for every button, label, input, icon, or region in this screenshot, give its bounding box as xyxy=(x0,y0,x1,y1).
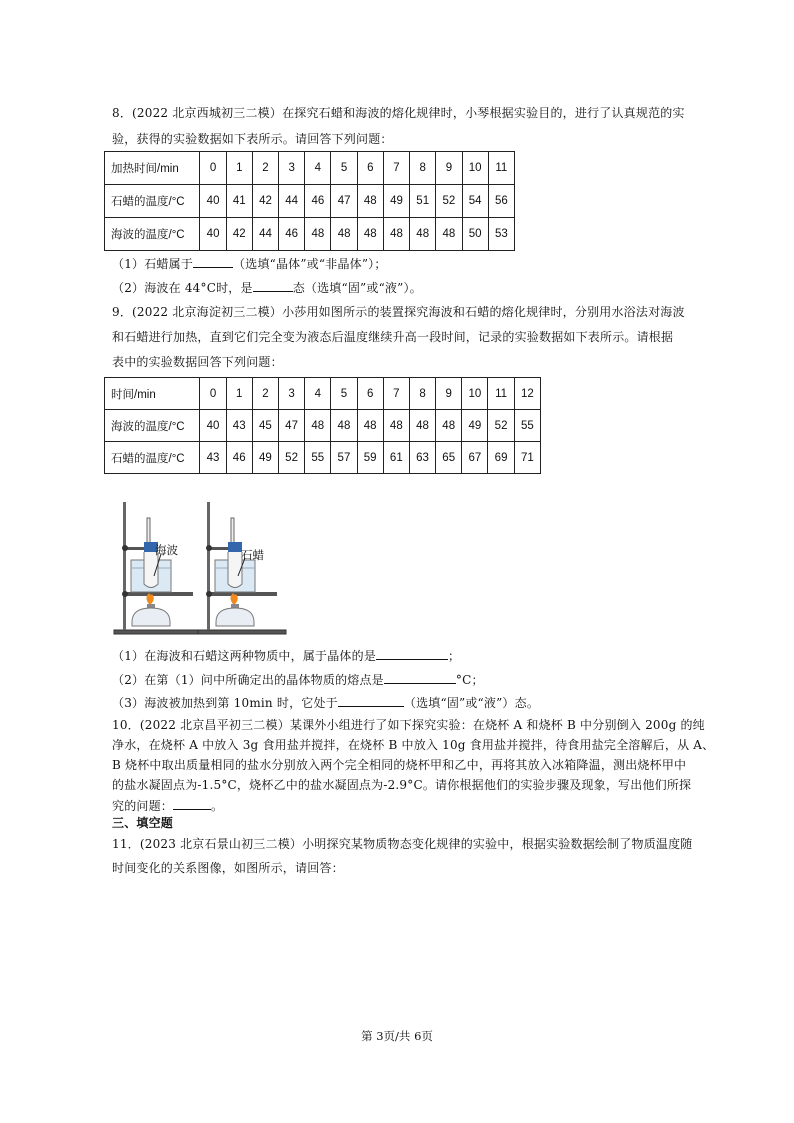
table-cell: 43 xyxy=(200,442,226,474)
q9-sub3-post: （选填“固”或“液”）态。 xyxy=(403,696,540,710)
q8-line2: 验，获得的实验数据如下表所示。请回答下列问题： xyxy=(112,132,393,146)
q8-sub2-blank xyxy=(253,277,293,292)
table-cell: 48 xyxy=(331,218,357,251)
apparatus-figure xyxy=(110,496,290,640)
table-cell: 69 xyxy=(488,442,514,474)
table-cell: 6 xyxy=(357,378,383,410)
table-cell: 9 xyxy=(436,152,462,185)
table-cell: 40 xyxy=(200,185,226,218)
table-cell: 44 xyxy=(279,185,305,218)
table-cell: 49 xyxy=(462,410,488,442)
table-cell: 63 xyxy=(409,442,435,474)
table-cell: 67 xyxy=(462,442,488,474)
row-header-cell: 海波的温度/°C xyxy=(105,218,200,251)
q9-sub2-blank xyxy=(384,669,456,684)
table-cell: 48 xyxy=(357,218,383,251)
q8-sub2-post: 态（选填“固”或“液”）。 xyxy=(292,281,422,295)
table-cell: 7 xyxy=(383,152,409,185)
table-cell: 40 xyxy=(200,218,226,251)
q10-line1: 10．(2022 北京昌平初三二模）某课外小组进行了如下探究实验：在烧杯 A 和烧杯 B 中分别倒入 200g 的纯 xyxy=(112,718,705,732)
q10-line5-post: 。 xyxy=(211,799,224,813)
table-cell: 48 xyxy=(383,218,409,251)
table-cell: 52 xyxy=(488,410,514,442)
table-cell: 52 xyxy=(278,442,304,474)
table-cell: 53 xyxy=(488,218,514,251)
table-cell: 2 xyxy=(252,378,278,410)
table-cell: 47 xyxy=(278,410,304,442)
table-cell: 46 xyxy=(305,185,331,218)
table-cell: 59 xyxy=(357,442,383,474)
table-cell: 5 xyxy=(331,152,357,185)
q9-sub2-post: °C； xyxy=(455,673,484,687)
table-cell: 10 xyxy=(462,378,488,410)
table-cell: 45 xyxy=(252,410,278,442)
q8-line1: 8．(2022 北京西城初三二模）在探究石蜡和海波的熔化规律时，小琴根据实验目的，进行了认真规范的实 xyxy=(112,106,685,120)
table-cell: 1 xyxy=(226,152,252,185)
table-cell: 12 xyxy=(514,378,540,410)
table-row xyxy=(105,218,515,251)
table-cell: 10 xyxy=(462,152,488,185)
table-cell: 48 xyxy=(357,185,383,218)
q9-sub2-pre: （2）在第（1）问中所确定出的晶体物质的熔点是 xyxy=(112,673,384,687)
table-cell: 42 xyxy=(226,218,252,251)
table-cell: 61 xyxy=(383,442,409,474)
table-cell: 3 xyxy=(279,152,305,185)
q8-sub1-post: （选填“晶体”或“非晶体”）； xyxy=(233,257,387,271)
table-cell: 48 xyxy=(305,218,331,251)
table-cell: 51 xyxy=(410,185,436,218)
table-cell: 11 xyxy=(488,152,514,185)
q9-sub1-blank xyxy=(376,645,448,660)
q10-line5-pre: 究的问题： xyxy=(112,799,174,813)
row-header-cell: 加热时间/min xyxy=(105,152,200,185)
table-cell: 48 xyxy=(357,410,383,442)
q8-data-table xyxy=(104,151,515,251)
table-cell: 48 xyxy=(436,218,462,251)
q10-blank xyxy=(173,795,211,810)
table-cell: 48 xyxy=(409,410,435,442)
q10-line4: 的盐水凝固点为-1.5°C，烧杯乙中的盐水凝固点为-2.9°C。请你根据他们的实验步骤及现象，写出他们所探 xyxy=(112,778,692,792)
table-cell: 71 xyxy=(514,442,540,474)
table-cell: 65 xyxy=(436,442,462,474)
table-cell: 48 xyxy=(436,410,462,442)
table-row xyxy=(105,410,541,442)
table-cell: 0 xyxy=(200,378,226,410)
q11-line1: 11．(2023 北京石景山初三二模）小明探究某物质物态变化规律的实验中，根据实验数据绘制了物质温度随 xyxy=(112,837,693,851)
table-cell: 43 xyxy=(226,410,252,442)
table-cell: 49 xyxy=(383,185,409,218)
table-cell: 50 xyxy=(462,218,488,251)
table-cell: 46 xyxy=(279,218,305,251)
table-cell: 4 xyxy=(305,378,331,410)
row-header-cell: 海波的温度/°C xyxy=(105,410,200,442)
table-cell: 49 xyxy=(252,442,278,474)
table-cell: 1 xyxy=(226,378,252,410)
table-cell: 4 xyxy=(305,152,331,185)
table-cell: 52 xyxy=(436,185,462,218)
section-3-heading: 三、填空题 xyxy=(112,816,174,830)
table-cell: 8 xyxy=(410,152,436,185)
q9-line2: 和石蜡进行加热，直到它们完全变为液态后温度继续升高一段时间，记录的实验数据如下表所示。请根据 xyxy=(112,330,674,344)
table-row xyxy=(105,442,541,474)
page-footer: 第 3页/共 6页 xyxy=(361,1029,433,1043)
table-cell: 42 xyxy=(252,185,278,218)
table-cell: 8 xyxy=(409,378,435,410)
fig-label-shila: 石蜡 xyxy=(241,548,264,562)
q9-sub1-pre: （1）在海波和石蜡这两种物质中，属于晶体的是 xyxy=(112,649,377,663)
q8-sub1-pre: （1）石蜡属于 xyxy=(112,257,194,271)
q11-line2: 时间变化的关系图像，如图所示，请回答： xyxy=(112,861,344,875)
table-row xyxy=(105,185,515,218)
table-cell: 48 xyxy=(305,410,331,442)
q8-sub1-blank xyxy=(193,253,233,268)
table-cell: 57 xyxy=(331,442,357,474)
table-cell: 46 xyxy=(226,442,252,474)
apparatus-right xyxy=(198,502,286,634)
table-row xyxy=(105,152,515,185)
table-cell: 9 xyxy=(436,378,462,410)
q8-sub2 xyxy=(112,277,692,299)
q8-sub1 xyxy=(112,253,692,275)
table-cell: 41 xyxy=(226,185,252,218)
q9-sub3-pre: （3）海波被加热到第 10min 时，它处于 xyxy=(112,696,338,710)
apparatus-left xyxy=(114,502,202,634)
row-header-cell: 石蜡的温度/°C xyxy=(105,442,200,474)
q9-sub1-post: ； xyxy=(448,649,461,663)
table-cell: 7 xyxy=(383,378,409,410)
table-cell: 47 xyxy=(331,185,357,218)
fig-label-haibo: 海波 xyxy=(155,543,178,557)
table-cell: 6 xyxy=(357,152,383,185)
table-cell: 2 xyxy=(252,152,278,185)
table-cell: 55 xyxy=(305,442,331,474)
table-cell: 5 xyxy=(331,378,357,410)
q10-line2: 净水，在烧杯 A 中放入 3g 食用盐并搅拌，在烧杯 B 中放入 10g 食用盐并搅拌，待食用盐完全溶解后，从 A、 xyxy=(112,738,715,752)
q9-sub3 xyxy=(112,692,692,714)
table-cell: 54 xyxy=(462,185,488,218)
table-cell: 44 xyxy=(252,218,278,251)
table-cell: 48 xyxy=(410,218,436,251)
table-cell: 48 xyxy=(331,410,357,442)
q9-line3: 表中的实验数据回答下列问题： xyxy=(112,355,283,369)
table-cell: 11 xyxy=(488,378,514,410)
table-cell: 3 xyxy=(278,378,304,410)
table-row xyxy=(105,378,541,410)
table-cell: 56 xyxy=(488,185,514,218)
row-header-cell: 时间/min xyxy=(105,378,200,410)
table-cell: 55 xyxy=(514,410,540,442)
q9-sub2 xyxy=(112,669,692,691)
q9-data-table xyxy=(104,377,541,474)
q9-sub1 xyxy=(112,645,692,667)
table-cell: 0 xyxy=(200,152,226,185)
q9-line1: 9．(2022 北京海淀初三二模）小莎用如图所示的装置探究海波和石蜡的熔化规律时，分别用水浴法对海波 xyxy=(112,305,685,319)
q8-sub2-pre: （2）海波在 44°C时，是 xyxy=(112,281,253,295)
q10-line3: B 烧杯中取出质量相同的盐水分别放入两个完全相同的烧杯甲和乙中，再将其放入冰箱降温，测出烧杯甲中 xyxy=(112,758,687,772)
q9-sub3-blank xyxy=(338,692,404,707)
table-cell: 48 xyxy=(383,410,409,442)
table-cell: 40 xyxy=(200,410,226,442)
row-header-cell: 石蜡的温度/°C xyxy=(105,185,200,218)
